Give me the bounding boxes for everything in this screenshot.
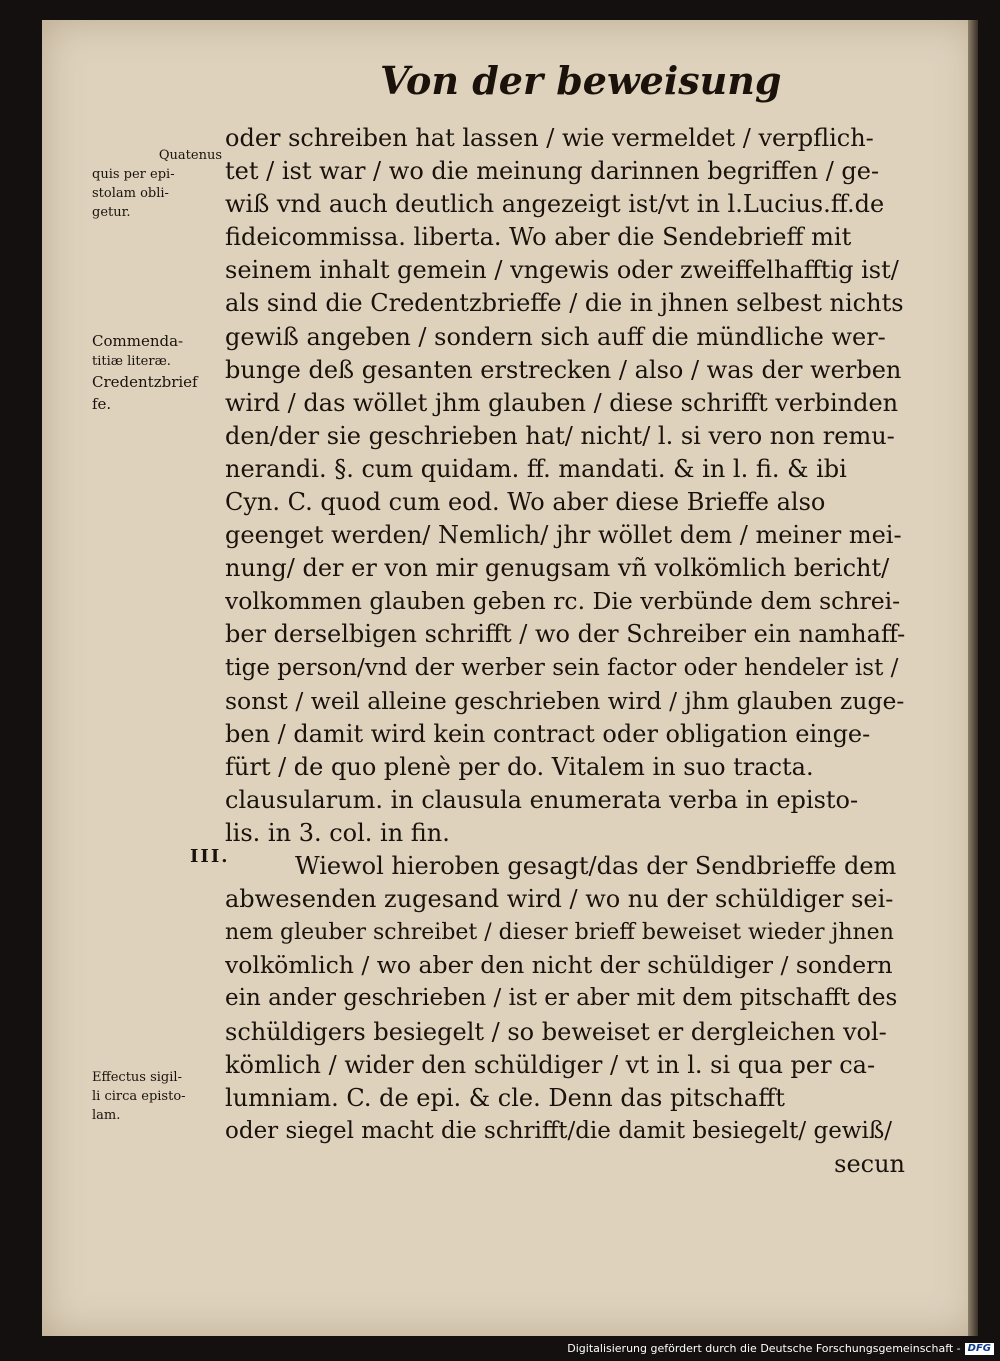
text-line: bunge deß gesanten erstrecken / also / was der werben bbox=[225, 355, 902, 384]
margin-note-line: lam. bbox=[92, 1108, 121, 1123]
text-line: fürt / de quo plenè per do. Vitalem in suo tracta. bbox=[225, 752, 814, 781]
text-line: Wiewol hieroben gesagt/das der Sendbrieffe dem bbox=[295, 852, 897, 881]
text-line: wiß vnd auch deutlich angezeigt ist/vt in l.Lucius.ff.de bbox=[225, 190, 885, 219]
text-line: Cyn. C. quod cum eod. Wo aber diese Brieffe also bbox=[225, 488, 826, 517]
text-line: abwesenden zugesand wird / wo nu der schüldiger sei- bbox=[225, 885, 894, 914]
credit-text: Digitalisierung gefördert durch die Deutsche Forschungsgemeinschaft - bbox=[567, 1342, 961, 1355]
text-line: volkommen glauben geben rc. Die verbünde dem schrei- bbox=[225, 587, 901, 616]
margin-note-line: titiæ literæ. bbox=[92, 354, 171, 369]
text-line: clausularum. in clausula enumerata verba in episto- bbox=[225, 785, 859, 814]
text-line: wird / das wöllet jhm glauben / diese schrifft verbinden bbox=[225, 388, 899, 417]
text-line: seinem inhalt gemein / vngewis oder zweiffelhafftig ist/ bbox=[225, 256, 899, 285]
text-line: den/der sie geschrieben hat/ nicht/ l. si vero non remu- bbox=[225, 421, 895, 450]
text-line: nerandi. §. cum quidam. ff. mandati. & in l. fi. & ibi bbox=[225, 454, 847, 483]
text-line: nung/ der er von mir genugsam vñ volkömlich bericht/ bbox=[225, 554, 890, 583]
text-line: schüldigers besiegelt / so beweiset er dergleichen vol- bbox=[225, 1017, 887, 1046]
text-line: gewiß angeben / sondern sich auff die mündliche wer- bbox=[225, 322, 886, 351]
text-line: volkömlich / wo aber den nicht der schüldiger / sondern bbox=[225, 951, 893, 980]
section-numeral: III. bbox=[190, 846, 230, 867]
margin-note-line: li circa episto- bbox=[92, 1089, 186, 1104]
text-line: ein ander geschrieben / ist er aber mit dem pitschafft des bbox=[225, 985, 898, 1012]
margin-note-line: fe. bbox=[92, 395, 112, 413]
text-line: fideicommissa. liberta. Wo aber die Sendebrieff mit bbox=[225, 223, 852, 252]
text-line: ber derselbigen schrifft / wo der Schreiber ein namhaff- bbox=[225, 620, 905, 649]
margin-note-line: getur. bbox=[92, 205, 131, 220]
catchword: secun bbox=[834, 1149, 905, 1178]
margin-note-line: quis per epi- bbox=[92, 167, 175, 182]
text-line: lumniam. C. de epi. & cle. Denn das pitschafft bbox=[225, 1083, 785, 1112]
margin-note-line: Credentzbrief bbox=[92, 373, 198, 391]
text-line: lis. in 3. col. in fin. bbox=[225, 818, 450, 847]
dfg-logo: DFG bbox=[965, 1343, 994, 1355]
text-line: tet / ist war / wo die meinung darinnen begriffen / ge- bbox=[225, 157, 880, 186]
margin-note-line: Commenda- bbox=[92, 332, 184, 350]
margin-note-commendatitiae bbox=[92, 330, 222, 415]
text-line: sonst / weil alleine geschrieben wird / jhm glauben zuge- bbox=[225, 686, 905, 715]
text-line: nem gleuber schreibet / dieser brieff beweiset wieder jhnen bbox=[225, 920, 894, 946]
text-line: als sind die Credentzbrieffe / die in jhnen selbest nichts bbox=[225, 289, 904, 318]
text-line: tige person/vnd der werber sein factor oder hendeler ist / bbox=[225, 654, 899, 681]
text-line: kömlich / wider den schüldiger / vt in l. si qua per ca- bbox=[225, 1050, 876, 1079]
margin-note-effectus bbox=[92, 1068, 222, 1125]
margin-note-line: Quatenus bbox=[158, 148, 222, 163]
margin-note-line: Effectus sigil- bbox=[92, 1070, 182, 1085]
text-line: oder siegel macht die schrifft/die damit besiegelt/ gewiß/ bbox=[225, 1117, 892, 1144]
margin-note-line: stolam obli- bbox=[92, 186, 169, 201]
margin-note-quatenus bbox=[92, 146, 222, 222]
page-edge bbox=[968, 20, 978, 1336]
running-head: Von der beweisung bbox=[380, 58, 782, 103]
digitization-credit bbox=[567, 1342, 994, 1355]
text-line: geenget werden/ Nemlich/ jhr wöllet dem / meiner mei- bbox=[225, 521, 902, 550]
text-line: oder schreiben hat lassen / wie vermeldet / verpflich- bbox=[225, 124, 874, 152]
text-line: ben / damit wird kein contract oder obligation einge- bbox=[225, 719, 871, 748]
body-text bbox=[225, 122, 905, 1181]
